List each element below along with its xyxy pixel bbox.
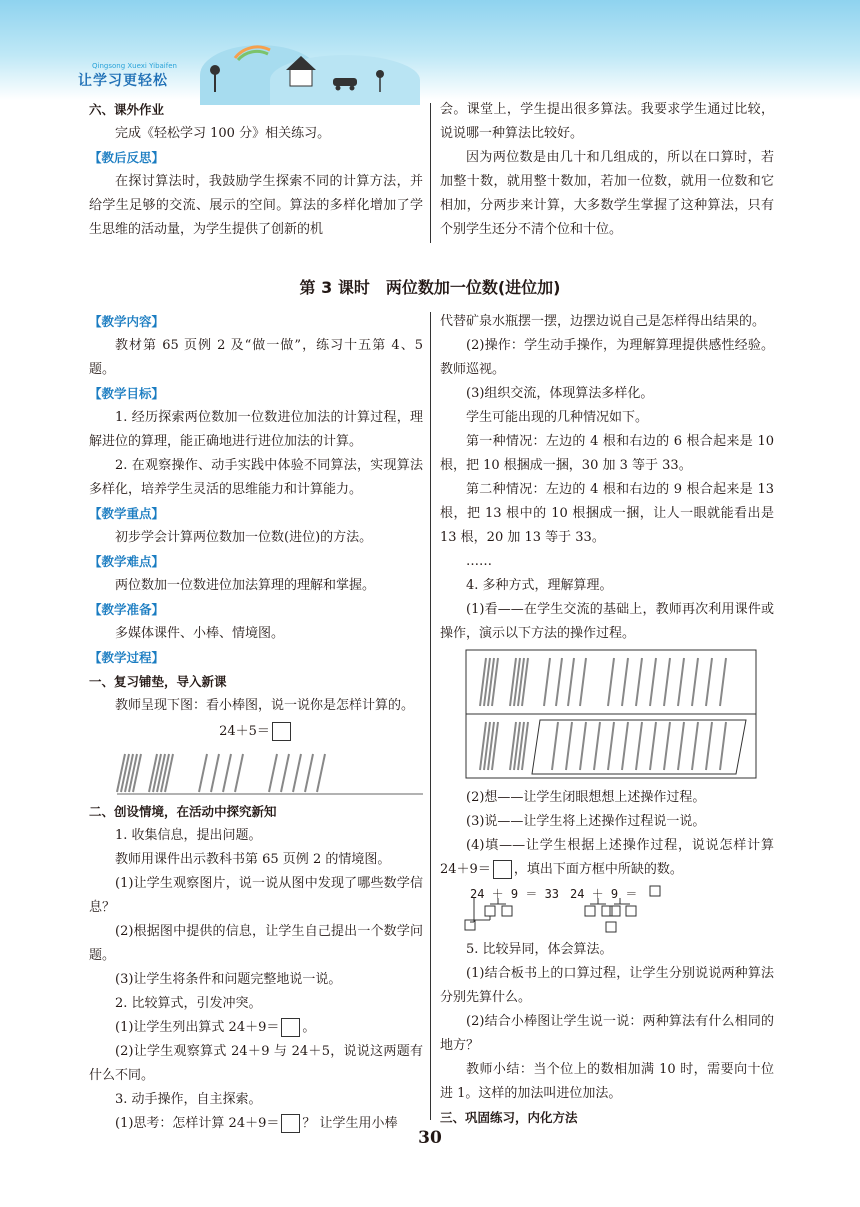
- sticks-figure-2: [440, 646, 774, 786]
- right-p15: (2)结合小棒图让学生说一说：两种算法有什么相同的地方？: [440, 1014, 774, 1053]
- decomposition-lines: [440, 882, 774, 938]
- goal-2: 2. 在观察操作、动手实践中体验不同算法，实现算法多样化，培养学生灵活的思维能力和计算能力。: [89, 458, 423, 497]
- section-homework-heading: 六、课外作业: [89, 102, 165, 117]
- reflection-tag: 【教后反思】: [89, 150, 165, 165]
- step-1-q3: (3)让学生将条件和问题完整地说一说。: [115, 972, 342, 987]
- logo: [78, 62, 177, 90]
- right-ellipsis: ……: [466, 554, 492, 569]
- section-3-heading: 三、巩固练习，内化方法: [440, 1110, 578, 1125]
- step-1-q2: (2)根据图中提供的信息，让学生自己提出一个数学问题。: [89, 924, 423, 963]
- logo-text: 让学习更轻松: [78, 73, 168, 89]
- right-p2: (2)操作：学生动手操作，为理解算理提供感性经验。教师巡视。: [440, 338, 774, 377]
- section-1-text: 教师呈现下图：看小棒图，说一说你是怎样计算的。: [115, 698, 415, 713]
- step-3-q1-text: (1)思考：怎样计算 24＋9＝: [115, 1116, 280, 1131]
- right-p10: (2)想——让学生闭眼想想上述操作过程。: [466, 790, 706, 805]
- sticks-grouping-illustration: [440, 646, 774, 786]
- top-left-column: [89, 98, 423, 242]
- right-p11: (3)说——让学生将上述操作过程说一说。: [466, 814, 706, 829]
- step-3-title: 3. 动手操作，自主探索。: [115, 1092, 262, 1107]
- right-p6: 第二种情况：左边的 4 根和右边的 9 根合起来是 13 根，把 13 根中的 10 根捆成一捆，让人一眼就能看出是 13 根，20 加 13 等于 33。: [440, 482, 774, 545]
- right-p12: [440, 834, 774, 882]
- tag-process: 【教学过程】: [89, 650, 165, 665]
- step-1-text: 教师用课件出示教科书第 65 页例 2 的情境图。: [115, 852, 391, 867]
- step-1-title: 1. 收集信息，提出问题。: [115, 828, 262, 843]
- header-banner: [0, 0, 860, 100]
- right-p9: (1)看——在学生交流的基础上，教师再次利用课件或操作，演示以下方法的操作过程。: [440, 602, 774, 641]
- right-step-5: 5. 比较异同，体会算法。: [466, 942, 613, 957]
- lesson-title: 第 3 课时 两位数加一位数(进位加): [299, 278, 561, 297]
- step-2-q2: (2)让学生观察算式 24＋9 与 24＋5，说说这两题有什么不同。: [89, 1044, 423, 1083]
- content-text: 教材第 65 页例 2 及“做一做”，练习十五第 4、5 题。: [89, 338, 423, 377]
- tag-content: 【教学内容】: [89, 314, 165, 329]
- right-p14: (1)结合板书上的口算过程，让学生分别说说两种算法分别先算什么。: [440, 966, 774, 1005]
- logo-pinyin: Qingsong Xuexi Yibaifen: [92, 62, 177, 70]
- section-1-heading: 一、复习铺垫，导入新课: [89, 674, 227, 689]
- answer-box: [281, 1018, 300, 1037]
- step-2-title: 2. 比较算式，引发冲突。: [115, 996, 262, 1011]
- sticks-figure-1: [89, 746, 423, 800]
- reflection-paragraph: 因为两位数是由几十和几组成的，所以在口算时，若加整十数，就用整十数加，若加一位数，就用一位数和它相加，分两步来计算，大多数学生掌握了这种算法，只有个别学生还分不清个位和十位。: [440, 150, 774, 237]
- right-p3: (3)组织交流，体现算法多样化。: [466, 386, 654, 401]
- homework-text: 完成《轻松学习 100 分》相关练习。: [115, 126, 331, 141]
- formula-1: 24 ＋ 9 ＝ 33: [470, 887, 560, 901]
- sticks-illustration: [89, 746, 423, 800]
- prep-text: 多媒体课件、小棒、情境图。: [115, 626, 285, 641]
- tag-prep: 【教学准备】: [89, 602, 165, 617]
- decomposition-figure: [440, 882, 774, 938]
- right-p1: 代替矿泉水瓶摆一摆，边摆边说自己是怎样得出结果的。: [440, 314, 766, 329]
- answer-box: [493, 860, 512, 879]
- right-step-4: 4. 多种方式，理解算理。: [466, 578, 613, 593]
- step-1-q1: (1)让学生观察图片，说一说从图中发现了哪些数学信息？: [89, 876, 423, 915]
- top-right-column: [440, 98, 774, 242]
- right-p4: 学生可能出现的几种情况如下。: [466, 410, 649, 425]
- step-2-q1-text: (1)让学生列出算式 24＋9＝: [115, 1020, 280, 1035]
- column-divider-main: [430, 312, 431, 1120]
- step-2-q1-end: 。: [302, 1020, 316, 1035]
- tag-key: 【教学重点】: [89, 506, 165, 521]
- right-column: [440, 310, 774, 1130]
- formula-2: 24 ＋ 9 ＝: [570, 887, 638, 901]
- step-3-q1-end: ？ 让学生用小棒: [302, 1116, 398, 1131]
- equation-24-plus-5: [89, 720, 423, 744]
- left-column: [89, 310, 423, 1136]
- page-number: 30: [418, 1128, 442, 1148]
- section-2-heading: 二、创设情境，在活动中探究新知: [89, 804, 277, 819]
- right-p16: 教师小结：当个位上的数相加满 10 时，需要向十位进 1。这样的加法叫进位加法。: [440, 1062, 774, 1101]
- reflection-continued: 会。课堂上，学生提出很多算法。我要求学生通过比较，说说哪一种算法比较好。: [440, 102, 774, 141]
- tag-goal: 【教学目标】: [89, 386, 165, 401]
- step-2-q1: [89, 1016, 423, 1040]
- answer-box: [272, 722, 291, 741]
- reflection-text: 在探讨算法时，我鼓励学生探索不同的计算方法，并给学生足够的交流、展示的空间。算法的多样化增加了学生思维的活动量，为学生提供了创新的机: [89, 174, 423, 237]
- goal-1: 1. 经历探索两位数加一位数进位加法的计算过程，理解进位的算理，能正确地进行进位加法的计算。: [89, 410, 423, 449]
- equation-text: 24＋5＝: [219, 724, 270, 739]
- right-p12-end: ，填出下面方框中所缺的数。: [513, 862, 683, 877]
- difficulty-text: 两位数加一位数进位加法算理的理解和掌握。: [115, 578, 376, 593]
- right-p12-text: (4)填——让学生根据上述操作过程，说说怎样计算 24＋9＝: [440, 838, 774, 877]
- column-divider-top: [430, 103, 431, 243]
- right-p5: 第一种情况：左边的 4 根和右边的 6 根合起来是 10 根，把 10 根捆成一捆，30 加 3 等于 33。: [440, 434, 774, 473]
- key-text: 初步学会计算两位数加一位数(进位)的方法。: [115, 530, 373, 545]
- tag-difficulty: 【教学难点】: [89, 554, 165, 569]
